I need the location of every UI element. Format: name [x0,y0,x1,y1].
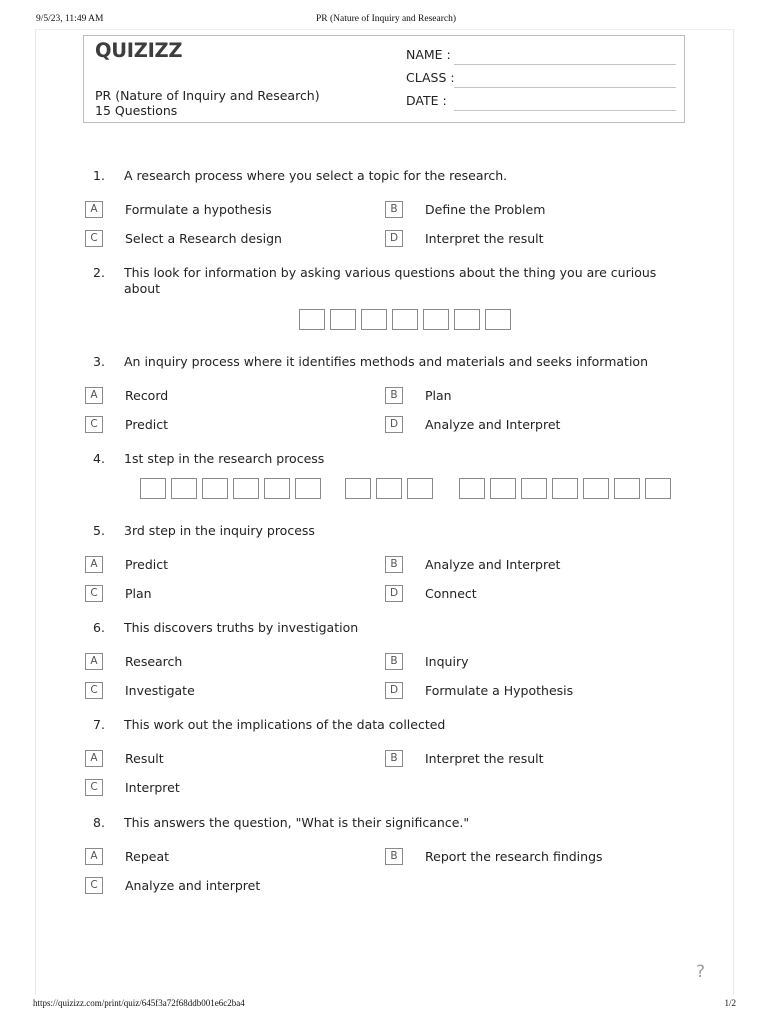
letter-blank[interactable] [392,309,418,330]
option-letter-box: C [85,585,103,602]
print-url: https://quizizz.com/print/quiz/645f3a72f68ddb001e6c2ba4 [33,998,245,1008]
question-number: 8. [93,815,105,830]
date-line [454,110,676,111]
option-text: Plan [125,586,152,601]
option-text: Analyze and Interpret [425,417,561,432]
option-text: Connect [425,586,477,601]
letter-blank[interactable] [454,309,480,330]
question-text: This answers the question, "What is their significance." [124,815,470,830]
print-footer [33,998,736,1012]
letter-blank[interactable] [361,309,387,330]
option-text: Inquiry [425,654,469,669]
question-number: 6. [93,620,105,635]
option-letter-box: D [385,416,403,433]
help-icon[interactable]: ? [696,962,706,982]
date-field[interactable] [406,93,676,111]
letter-blank[interactable] [614,478,640,499]
letter-blank[interactable] [376,478,402,499]
letter-blank[interactable] [171,478,197,499]
option-letter-box: C [85,682,103,699]
option-text: Predict [125,557,169,572]
answer-blanks-q4-word2[interactable] [345,478,438,500]
class-line [454,87,676,88]
page-number: 1/2 [724,998,736,1008]
option-text: Interpret [125,780,180,795]
option-text: Formulate a Hypothesis [425,683,574,698]
letter-blank[interactable] [330,309,356,330]
letter-blank[interactable] [423,309,449,330]
question-count: 15 Questions [95,103,178,118]
question-number: 2. [93,265,105,280]
option-letter-box: A [85,848,103,865]
option-text: Report the research findings [425,849,603,864]
question-text: 3rd step in the inquiry process [124,523,315,538]
option-text: Define the Problem [425,202,546,217]
print-datetime: 9/5/23, 11:49 AM [36,14,104,24]
question-text: This work out the implications of the data collected [124,717,446,732]
question-text: This look for information by asking various questions about the thing you are curious about [124,265,657,296]
option-text: Repeat [125,849,170,864]
option-text: Record [125,388,169,403]
question-number: 5. [93,523,105,538]
option-text: Analyze and interpret [125,878,261,893]
question-number: 3. [93,354,105,369]
letter-blank[interactable] [485,309,511,330]
option-letter-box: A [85,201,103,218]
answer-blanks-q4-word1[interactable] [140,478,326,500]
quizizz-logo: QUIZIZZ [95,39,183,62]
option-letter-box: C [85,416,103,433]
answer-blanks-q2[interactable] [299,309,516,331]
letter-blank[interactable] [202,478,228,499]
letter-blank[interactable] [295,478,321,499]
option-letter-box: B [385,653,403,670]
option-letter-box: B [385,848,403,865]
letter-blank[interactable] [264,478,290,499]
option-text: Formulate a hypothesis [125,202,272,217]
option-text: Interpret the result [425,231,544,246]
name-line [454,64,676,65]
option-letter-box: A [85,387,103,404]
letter-blank[interactable] [552,478,578,499]
letter-blank[interactable] [459,478,485,499]
option-letter-box: B [385,750,403,767]
class-label: CLASS : [406,70,455,85]
option-letter-box: C [85,230,103,247]
letter-blank[interactable] [140,478,166,499]
letter-blank[interactable] [345,478,371,499]
option-letter-box: B [385,201,403,218]
letter-blank[interactable] [521,478,547,499]
option-text: Result [125,751,164,766]
question-text: A research process where you select a topic for the research. [124,168,508,183]
print-title: PR (Nature of Inquiry and Research) [315,14,457,24]
class-field[interactable] [406,70,676,88]
quiz-title: PR (Nature of Inquiry and Research) [95,88,320,103]
letter-blank[interactable] [233,478,259,499]
letter-blank[interactable] [490,478,516,499]
option-letter-box: D [385,230,403,247]
name-field[interactable] [406,47,676,65]
quiz-header [83,35,685,123]
question-number: 7. [93,717,105,732]
letter-blank[interactable] [645,478,671,499]
option-text: Select a Research design [125,231,282,246]
option-text: Interpret the result [425,751,544,766]
letter-blank[interactable] [407,478,433,499]
option-letter-box: A [85,653,103,670]
name-label: NAME : [406,47,451,62]
option-text: Research [125,654,183,669]
print-header [36,14,736,28]
option-letter-box: D [385,682,403,699]
option-text: Analyze and Interpret [425,557,561,572]
option-letter-box: A [85,750,103,767]
option-text: Predict [125,417,169,432]
answer-blanks-q4-word3[interactable] [459,478,676,500]
option-letter-box: B [385,556,403,573]
question-text: 1st step in the research process [124,451,325,466]
question-text: An inquiry process where it identifies methods and materials and seeks information [124,354,649,369]
option-letter-box: A [85,556,103,573]
option-letter-box: C [85,877,103,894]
question-number: 1. [93,168,105,183]
question-text: This discovers truths by investigation [124,620,359,635]
question-number: 4. [93,451,105,466]
option-text: Investigate [125,683,195,698]
date-label: DATE : [406,93,447,108]
option-letter-box: C [85,779,103,796]
letter-blank[interactable] [583,478,609,499]
option-text: Plan [425,388,452,403]
option-letter-box: B [385,387,403,404]
option-letter-box: D [385,585,403,602]
letter-blank[interactable] [299,309,325,330]
